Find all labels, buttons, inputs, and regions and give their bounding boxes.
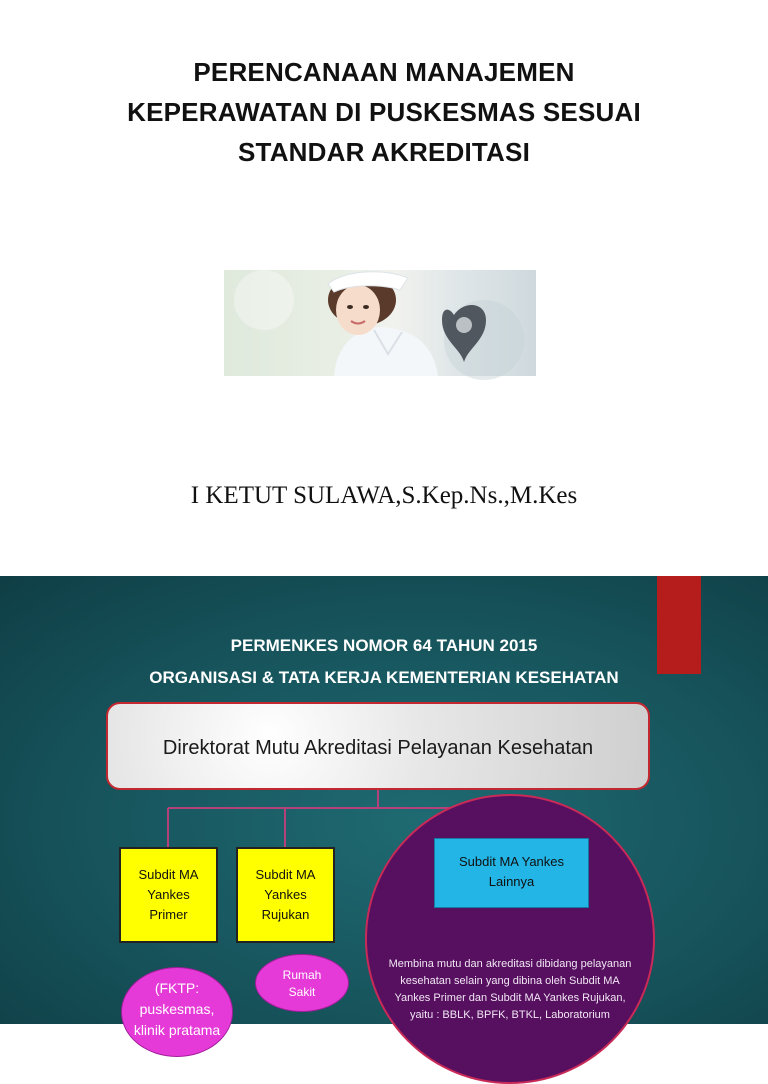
subdit-rujukan-line-3: Rujukan <box>261 907 310 922</box>
lainnya-description <box>370 956 650 1024</box>
subdit-lainnya-box <box>434 838 589 908</box>
title-line-3: STANDAR AKREDITASI <box>238 137 530 167</box>
subdit-rujukan-line-1: Subdit MA <box>255 867 316 882</box>
lainnya-description-line-2: kesehatan selain yang dibina oleh Subdit MA <box>400 975 620 987</box>
rumah-sakit-oval <box>255 954 349 1012</box>
lainnya-description-line-3: Yankes Primer dan Subdit MA Yankes Rujukan, <box>394 992 626 1004</box>
fktp-line-3: klinik pratama <box>133 1022 221 1038</box>
subdit-lainnya-line-1: Subdit MA Yankes <box>458 854 565 869</box>
subdit-primer-box <box>119 847 218 943</box>
organization-heading: ORGANISASI & TATA KERJA KEMENTERIAN KESEHATAN <box>149 668 619 687</box>
rumah-sakit-line-1: Rumah <box>282 968 322 982</box>
title-line-2: KEPERAWATAN DI PUSKESMAS SESUAI <box>127 97 641 127</box>
fktp-line-1: (FKTP: <box>154 980 200 996</box>
presentation-title <box>60 52 708 172</box>
regulation-heading: PERMENKES NOMOR 64 TAHUN 2015 <box>230 636 538 655</box>
subdit-primer-line-1: Subdit MA <box>138 867 199 882</box>
rumah-sakit-line-2: Sakit <box>288 985 316 999</box>
subdit-primer-line-3: Primer <box>149 907 188 922</box>
organization-slide <box>0 576 768 1038</box>
nurse-photo <box>224 270 536 376</box>
directorate-label: Direktorat Mutu Akreditasi Pelayanan Kesehatan <box>162 737 594 759</box>
fktp-oval <box>121 967 233 1057</box>
subdit-rujukan-line-2: Yankes <box>264 887 307 902</box>
title-line-1: PERENCANAAN MANAJEMEN <box>193 57 575 87</box>
subdit-primer-line-2: Yankes <box>147 887 190 902</box>
lainnya-description-line-1: Membina mutu dan akreditasi dibidang pelayanan <box>388 958 632 970</box>
author-name: I KETUT SULAWA,S.Kep.Ns.,M.Kes <box>190 482 578 509</box>
subdit-lainnya-line-2: Lainnya <box>488 874 535 889</box>
subdit-rujukan-box <box>236 847 335 943</box>
lainnya-description-line-4: yaitu : BBLK, BPFK, BTKL, Laboratorium <box>410 1009 610 1021</box>
fktp-line-2: puskesmas, <box>139 1001 215 1017</box>
